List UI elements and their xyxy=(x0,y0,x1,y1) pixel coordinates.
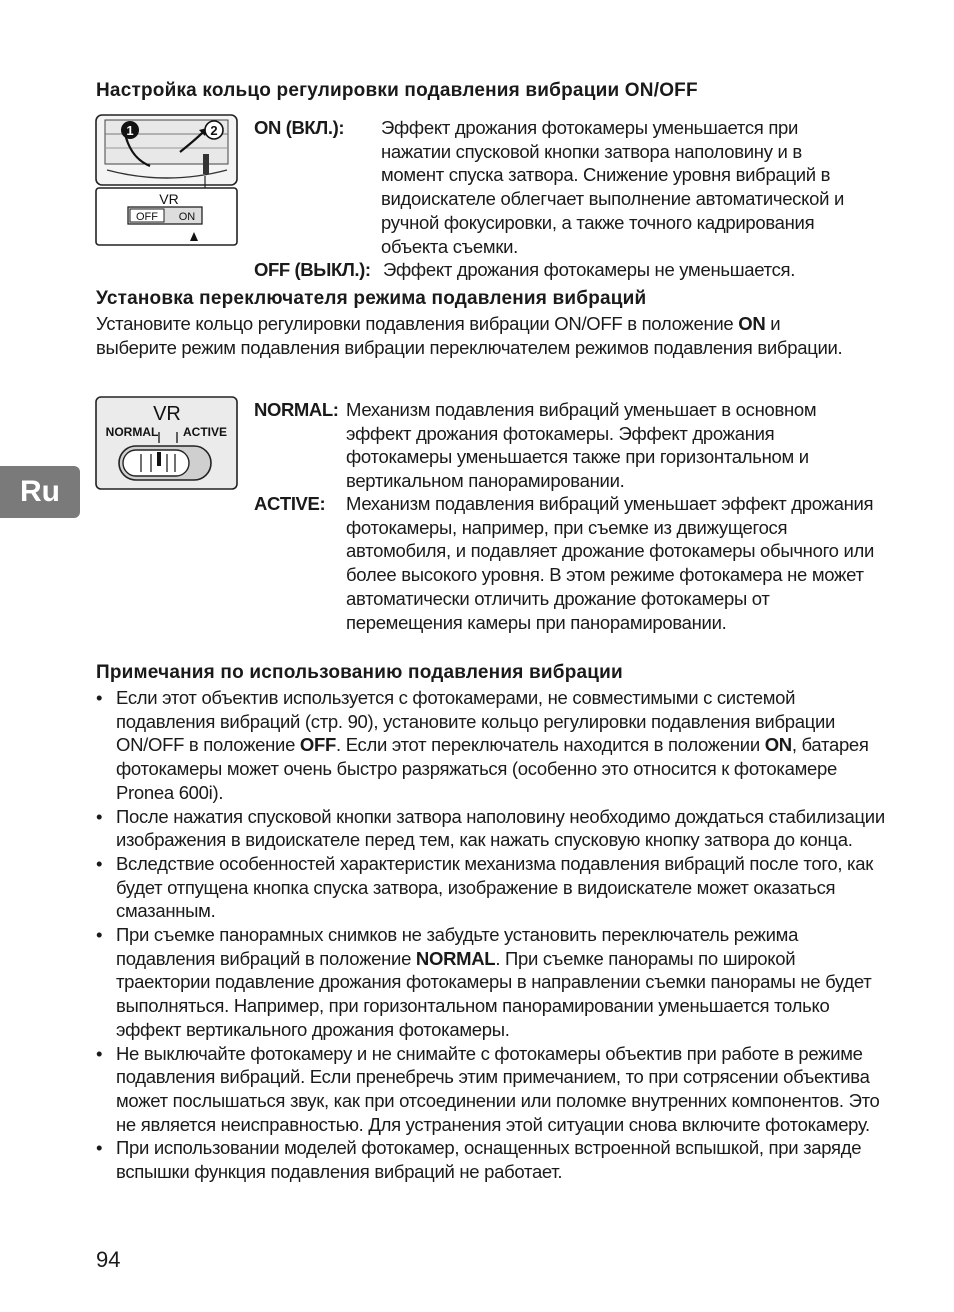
list-item: • При использовании моделей фотокамер, оснащенных встроенной вспышкой, при заряде вспышки функция подавления вибраций не работает. xyxy=(96,1137,862,1183)
vr-ring-illustration xyxy=(95,114,240,248)
vr-mode-intro: Установите кольцо регулировки подавления вибрации ON/OFF в положение ON и выберите режим подавления вибрации переключателем режимов подавления вибрации. xyxy=(96,313,843,358)
normal-label: NORMAL xyxy=(105,425,159,439)
language-tab: Ru xyxy=(0,466,80,518)
list-item: • Вследствие особенностей характеристик механизма подавления вибраций после того, как будет отпущена кнопка спуска затвора, изображение в видоискателе может оказаться смазанным. xyxy=(96,852,874,922)
section-heading-vr-ring: Настройка кольцо регулировки подавления вибрации ON/OFF xyxy=(96,80,698,101)
off-description: Эффект дрожания фотокамеры не уменьшается. xyxy=(383,259,796,280)
active-label: ACTIVE xyxy=(182,425,228,439)
vr-ring-vr-label: VR xyxy=(159,191,179,207)
vr-mode-switch-illustration xyxy=(95,396,240,492)
page-number: 94 xyxy=(96,1247,121,1272)
section-heading-vr-mode: Установка переключателя режима подавления вибраций xyxy=(96,288,647,309)
normal-description: Механизм подавления вибраций уменьшает в основном эффект дрожания фотокамеры. Эффект дрожания фотокамеры уменьшается также при горизонтальном и вертикальном панорамировании. xyxy=(346,399,817,492)
normal-term: NORMAL: xyxy=(254,399,339,420)
list-item: • Не выключайте фотокамеру и не снимайте с фотокамеры объектив при работе в режиме подавления вибраций. Если пренебречь этим примечанием, то при сотрясении объектива может послышаться звук, как при отсоединении или поломке внутренних компонентов. Это не является неисправностью. Для устранения этой ситуации снова включите фотокамеру. xyxy=(96,1042,880,1135)
callout-1-label: 1 xyxy=(126,123,134,138)
list-item: • Если этот объектив используется с фотокамерами, не совместимыми с системой подавления вибраций (стр. 90), установите кольцо регулировки подавления вибрации ON/OFF в положение OFF. Если этот переключатель находится в положении ON, батарея фотокамеры может очень быстро разряжаться (особенно это относится к фотокамере Pronea 600i). xyxy=(96,687,869,803)
on-description: Эффект дрожания фотокамеры уменьшается при нажатии спусковой кнопки затвора наполовину и в момент спуска затвора. Снижение уровня вибраций в видоискателе облегчает выполнение автоматической и ручной фокусировки, а также точного кадрирования объекта съемки. xyxy=(381,117,845,257)
list-item: • После нажатия спусковой кнопки затвора наполовину необходимо дождаться стабилизации изображения в видоискателе перед тем, как нажать спусковую кнопку затвора до конца. xyxy=(96,805,885,851)
off-term: OFF (ВЫКЛ.): xyxy=(254,259,371,280)
notes-list xyxy=(96,686,886,1184)
vr-ring-off-label: OFF xyxy=(136,211,158,223)
on-term: ON (ВКЛ.): xyxy=(254,117,345,138)
active-term: ACTIVE: xyxy=(254,493,326,514)
vr-ring-on-label: ON xyxy=(178,211,196,223)
section-heading-notes: Примечания по использованию подавления вибрации xyxy=(96,662,623,683)
callout-2-label: 2 xyxy=(210,123,218,138)
active-description: Механизм подавления вибраций уменьшает эффект дрожания фотокамеры, например, при съемке из движущегося автомобиля, и подавляет дрожание фотокамеры обычного или более высокого уровня. В этом режиме фотокамера не может автоматически отличить дрожание фотокамеры от перемещения камеры при панорамировании. xyxy=(346,493,875,633)
mode-slider-knob xyxy=(123,450,189,476)
vr-mode-vr-label: VR xyxy=(153,403,181,425)
list-item: • При съемке панорамных снимков не забудьте установить переключатель режима подавления вибраций в положение NORMAL. При съемке панорамы по широкой траектории подавление дрожания фотокамеры в направлении съемки панорамы не будет выполняться. Например, при горизонтальном панорамировании уменьшается только эффект вертикального дрожания фотокамеры. xyxy=(96,924,872,1040)
